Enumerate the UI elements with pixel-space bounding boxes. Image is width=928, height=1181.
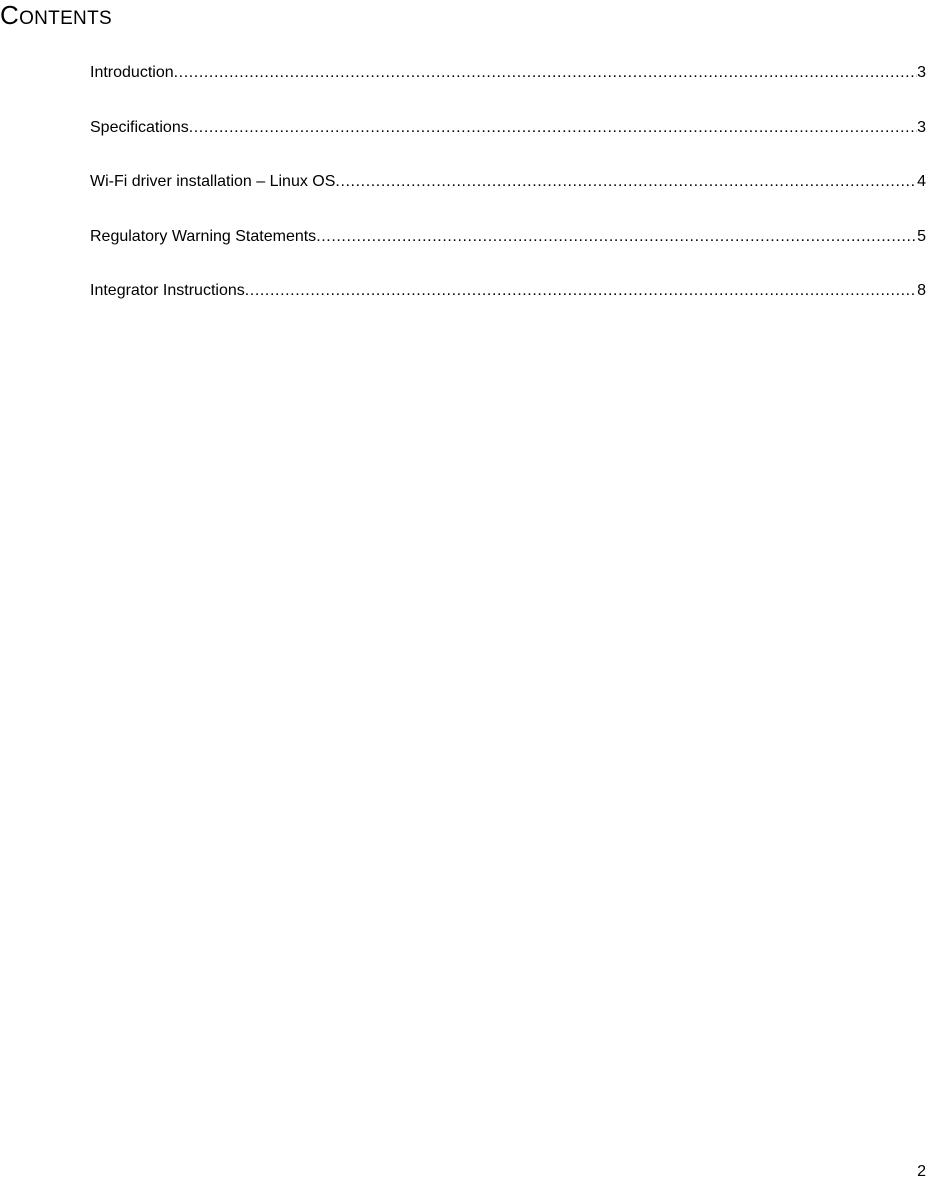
toc-entry-regulatory-warning-statements[interactable] [90, 226, 926, 248]
toc-entry-introduction[interactable] [90, 62, 926, 84]
toc-entry-title: Wi-Fi driver installation – Linux OS [90, 173, 336, 190]
toc-entry-page: 5 [917, 227, 926, 245]
toc-dot-leader [174, 62, 917, 84]
toc-entry-integrator-instructions[interactable] [90, 280, 926, 302]
toc-entry-wifi-driver-installation[interactable] [90, 171, 926, 193]
page-number: 2 [917, 1163, 926, 1180]
toc-dot-leader [245, 280, 917, 302]
toc-dot-leader [189, 117, 917, 139]
toc-entry-title: Introduction [90, 64, 174, 81]
toc-entry-page: 4 [917, 173, 926, 190]
toc-entry-page: 3 [917, 118, 926, 136]
toc-entry-title: Integrator Instructions [90, 282, 245, 299]
toc-list [90, 62, 926, 335]
toc-heading-initial: C [0, 0, 20, 30]
toc-entry-specifications[interactable] [90, 117, 926, 139]
toc-entry-title: Specifications [90, 118, 189, 136]
toc-entry-page: 3 [917, 64, 926, 81]
toc-dot-leader [316, 226, 917, 248]
toc-entry-page: 8 [917, 282, 926, 299]
toc-dot-leader [335, 171, 917, 193]
toc-heading-rest: ONTENTS [19, 8, 112, 29]
toc-entry-title: Regulatory Warning Statements [90, 227, 317, 245]
toc-heading [0, 1, 112, 33]
